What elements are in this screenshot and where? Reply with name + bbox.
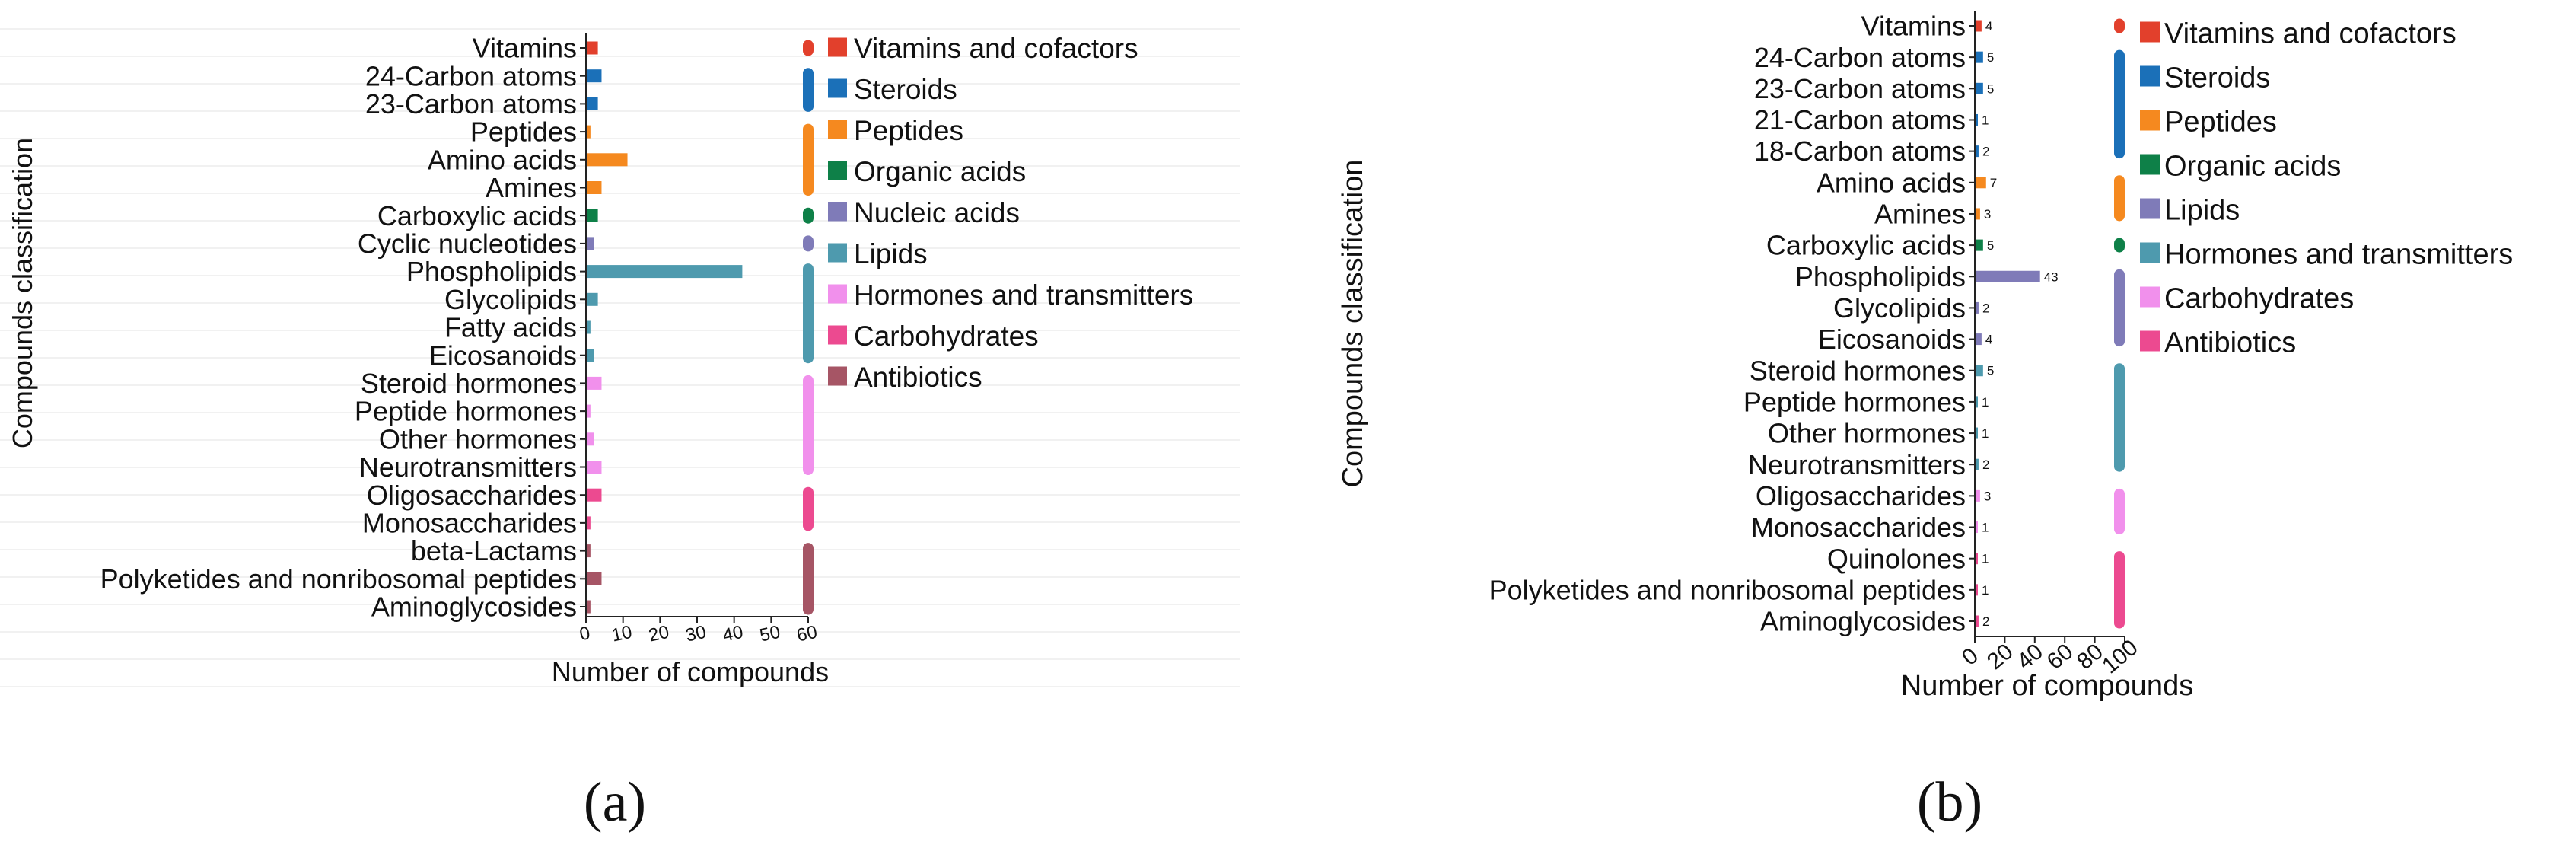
bar [587,461,601,474]
legend-swatch [828,120,847,139]
category-label: Amines [485,172,577,204]
category-label: Glycolipids [1832,292,1966,324]
legend-label: Hormones and transmitters [2164,238,2514,271]
bar [1976,114,1978,126]
legend-swatch [828,326,847,345]
group-bracket [2114,175,2125,221]
group-bracket [803,487,814,531]
group-bracket [2114,551,2125,628]
category-label: Carboxylic acids [1766,229,1966,261]
bar [587,572,601,585]
bar-value-label: 7 [1989,175,1998,190]
x-tick-label: 50 [757,621,782,646]
category-label: 18-Carbon atoms [1753,136,1966,167]
chart-panel-a [0,29,1240,687]
category-label: Glycolipids [444,283,577,315]
bar [1976,145,1979,157]
x-tick-label: 60 [794,621,820,646]
bar [1976,459,1979,470]
category-label: Amino acids [1816,167,1966,199]
legend-swatch [2140,243,2160,263]
bar [1976,396,1978,407]
bar [1976,83,1983,94]
legend-label: Antibiotics [2164,327,2297,359]
group-bracket [803,235,814,251]
group-bracket [2114,19,2125,33]
x-tick-label: 20 [646,621,671,646]
category-label: Peptide hormones [354,395,577,427]
legend-swatch [2140,66,2160,87]
bar [1976,271,2040,282]
group-bracket [803,543,814,614]
bar [1976,521,1978,533]
bar [1976,52,1983,63]
y-axis-title: Compounds classification [7,137,38,449]
bar [587,516,591,529]
legend-swatch [828,79,847,98]
x-tick-label: 10 [610,621,634,646]
bar [1976,490,1980,502]
category-label: Phospholipids [1794,260,1966,292]
category-label: Other hormones [1767,417,1966,449]
bar [587,293,598,306]
bar [1976,240,1983,251]
bar-value-label: 2 [1982,614,1990,629]
legend-swatch [828,285,847,304]
bar-value-label: 1 [1982,394,1989,410]
legend-swatch [828,202,847,222]
bar-value-label: 5 [1986,238,1995,254]
legend-label: Peptides [2164,106,2277,139]
x-tick-label: 0 [578,623,592,646]
bar [1976,302,1979,314]
category-label: Other hormones [378,423,577,455]
bar-value-label: 1 [1982,582,1989,598]
category-label: Neurotransmitters [358,451,577,483]
bar-value-label: 3 [1983,489,1992,504]
x-axis-title: Number of compounds [551,656,829,687]
category-label: Aminoglycosides [1759,605,1966,637]
x-tick-label: 60 [2042,639,2078,675]
group-bracket [803,263,814,363]
bar [587,237,594,250]
category-label: Cyclic nucleotides [357,228,577,260]
bar [587,601,591,614]
group-bracket [2114,489,2125,534]
category-label: Carboxylic acids [377,199,577,231]
bar-value-label: 1 [1982,426,1989,442]
bar [587,377,601,390]
legend-swatch [828,244,847,263]
bar [1976,333,1982,345]
legend-swatch [828,38,847,57]
category-label: Peptides [470,116,577,148]
legend-label: Carbohydrates [854,320,1039,352]
legend-swatch [2140,110,2160,131]
legend-label: Lipids [854,238,928,270]
category-label: Vitamins [472,32,577,64]
bar-value-label: 2 [1982,144,1990,159]
category-label: Monosaccharides [1750,512,1966,544]
category-label: Polyketides and nonribosomal peptides [100,563,577,595]
category-label: Oligosaccharides [1755,480,1966,512]
bar-value-label: 4 [1985,332,1993,347]
legend-label: Peptides [854,115,963,147]
category-label: Monosaccharides [361,507,577,539]
legend-swatch [2140,331,2160,352]
category-label: Oligosaccharides [366,479,577,511]
bar-value-label: 4 [1985,19,1993,33]
y-axis-title: Compounds classification [1337,159,1369,488]
category-label: 21-Carbon atoms [1753,104,1966,136]
bar-value-label: 1 [1982,551,1989,566]
group-bracket [803,208,814,224]
legend-label: Steroids [2164,62,2271,94]
x-tick-label: 20 [1982,639,2018,675]
group-bracket [803,124,814,196]
legend-label: Organic acids [854,156,1027,188]
category-label: Steroid hormones [360,368,577,399]
x-tick-label: 40 [2012,639,2049,675]
category-label: 24-Carbon atoms [1753,41,1966,73]
bar [587,97,598,110]
category-label: Amino acids [427,144,577,176]
bar [587,69,601,82]
category-label: Phospholipids [406,256,577,288]
bar-value-label: 2 [1982,301,1990,316]
legend-swatch [2140,22,2160,43]
x-tick-label: 30 [683,621,708,646]
bar-value-label: 1 [1982,520,1989,535]
bar-value-label: 5 [1986,363,1995,378]
chart-panel-b [1337,11,2513,702]
category-label: Eicosanoids [428,340,577,371]
legend-label: Organic acids [2164,150,2342,183]
category-label: beta-Lactams [410,535,577,567]
bar-value-label: 1 [1982,113,1989,128]
bar [587,153,628,166]
bar [1976,553,1978,564]
category-label: Fatty acids [444,311,577,343]
legend-swatch [828,367,847,386]
legend-label: Lipids [2164,194,2240,227]
legend-swatch [2140,287,2160,308]
bar [587,349,594,362]
category-label: 23-Carbon atoms [365,88,577,120]
bar [587,126,591,139]
bar [1976,365,1983,376]
legend-label: Nucleic acids [854,197,1020,229]
category-label: Polyketides and nonribosomal peptides [1489,574,1966,606]
legend-label: Steroids [854,74,957,106]
legend-swatch [828,161,847,180]
bar [587,181,601,194]
legend-label: Vitamins and cofactors [2164,18,2457,50]
group-bracket [2114,238,2125,253]
legend-label: Hormones and transmitters [854,279,1194,311]
x-tick-label: 40 [721,621,745,646]
category-label: Vitamins [1861,10,1966,42]
legend-label: Carbohydrates [2164,282,2355,315]
category-label: Peptide hormones [1743,386,1966,418]
legend-label: Antibiotics [854,362,982,394]
bar [587,432,594,445]
bar [587,544,591,557]
group-bracket [803,375,814,475]
bar [1976,584,1978,595]
category-label: Neurotransmitters [1747,448,1966,480]
x-axis-title: Number of compounds [1900,670,2194,702]
bar [587,321,591,334]
category-label: Eicosanoids [1817,324,1966,356]
group-bracket [2114,50,2125,158]
bar-value-label: 3 [1983,206,1992,222]
category-label: Steroid hormones [1749,355,1966,387]
legend-swatch [2140,155,2160,175]
bar [1976,21,1982,32]
bar-value-label: 2 [1982,458,1990,473]
category-label: 23-Carbon atoms [1753,72,1966,104]
bar-value-label: 5 [1986,50,1995,65]
bar [1976,177,1986,188]
legend-label: Vitamins and cofactors [854,33,1138,65]
group-bracket [2114,363,2125,471]
bar [587,42,598,55]
bar [1976,208,1980,219]
bar [587,265,742,278]
category-label: Quinolones [1826,543,1966,575]
group-bracket [2114,269,2125,346]
bar [1976,616,1979,627]
panel-label-b: (b) [1916,771,1983,834]
x-tick-label: 100 [2097,634,2143,679]
bar [587,209,598,222]
panel-label-a: (a) [583,771,647,834]
category-label: Aminoglycosides [371,591,577,623]
bar [587,489,601,502]
bar-value-label: 43 [2043,269,2059,285]
bar-value-label: 5 [1986,81,1995,97]
legend-swatch [2140,199,2160,219]
group-bracket [803,40,814,56]
bar [1976,428,1978,439]
category-label: Amines [1874,198,1966,230]
category-label: 24-Carbon atoms [365,60,577,92]
x-tick-label: 80 [2072,639,2108,675]
x-tick-label: 0 [1957,643,1983,671]
group-bracket [803,68,814,112]
bar [587,405,591,418]
